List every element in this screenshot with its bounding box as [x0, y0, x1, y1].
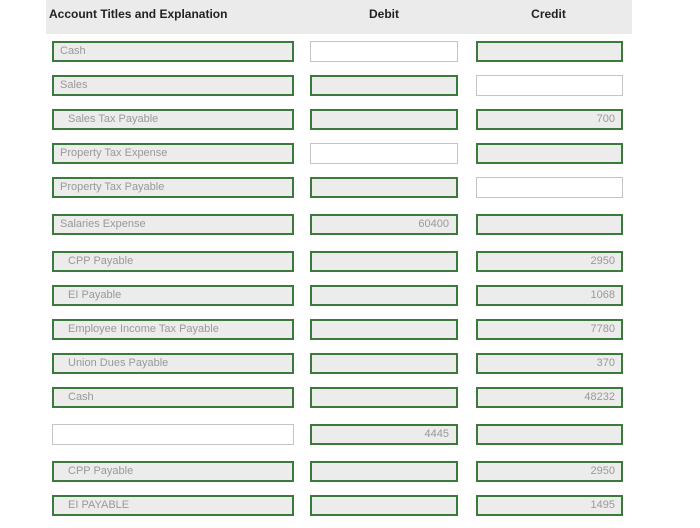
account-field[interactable]: Employee Income Tax Payable: [52, 319, 294, 340]
credit-field[interactable]: 370: [476, 353, 623, 374]
account-field[interactable]: [52, 424, 294, 445]
credit-field[interactable]: [476, 214, 623, 235]
credit-field[interactable]: 48232: [476, 387, 623, 408]
debit-field[interactable]: [310, 461, 458, 482]
account-field[interactable]: EI Payable: [52, 285, 294, 306]
account-field[interactable]: Cash: [52, 387, 294, 408]
credit-field[interactable]: [476, 177, 623, 198]
debit-field[interactable]: 60400: [310, 214, 458, 235]
credit-header: Credit: [531, 7, 566, 21]
credit-field[interactable]: [476, 75, 623, 96]
credit-field[interactable]: 1068: [476, 285, 623, 306]
credit-field[interactable]: 7780: [476, 319, 623, 340]
credit-field[interactable]: 1495: [476, 495, 623, 516]
debit-field[interactable]: [310, 319, 458, 340]
debit-header: Debit: [369, 7, 399, 21]
credit-field[interactable]: [476, 41, 623, 62]
credit-field[interactable]: 2950: [476, 251, 623, 272]
table-header: [46, 0, 632, 34]
debit-field[interactable]: [310, 41, 458, 62]
debit-field[interactable]: [310, 143, 458, 164]
debit-field[interactable]: [310, 495, 458, 516]
debit-field[interactable]: [310, 285, 458, 306]
debit-field[interactable]: [310, 387, 458, 408]
account-field[interactable]: Sales Tax Payable: [52, 109, 294, 130]
credit-field[interactable]: 2950: [476, 461, 623, 482]
credit-field[interactable]: [476, 424, 623, 445]
account-titles-header: Account Titles and Explanation: [49, 7, 228, 21]
debit-field[interactable]: [310, 177, 458, 198]
account-field[interactable]: Salaries Expense: [52, 214, 294, 235]
debit-field[interactable]: 4445: [310, 424, 458, 445]
account-field[interactable]: Property Tax Expense: [52, 143, 294, 164]
account-field[interactable]: Union Dues Payable: [52, 353, 294, 374]
account-field[interactable]: Property Tax Payable: [52, 177, 294, 198]
debit-field[interactable]: [310, 251, 458, 272]
debit-field[interactable]: [310, 75, 458, 96]
credit-field[interactable]: 700: [476, 109, 623, 130]
account-field[interactable]: CPP Payable: [52, 461, 294, 482]
account-field[interactable]: CPP Payable: [52, 251, 294, 272]
account-field[interactable]: Cash: [52, 41, 294, 62]
account-field[interactable]: EI PAYABLE: [52, 495, 294, 516]
debit-field[interactable]: [310, 353, 458, 374]
account-field[interactable]: Sales: [52, 75, 294, 96]
credit-field[interactable]: [476, 143, 623, 164]
debit-field[interactable]: [310, 109, 458, 130]
